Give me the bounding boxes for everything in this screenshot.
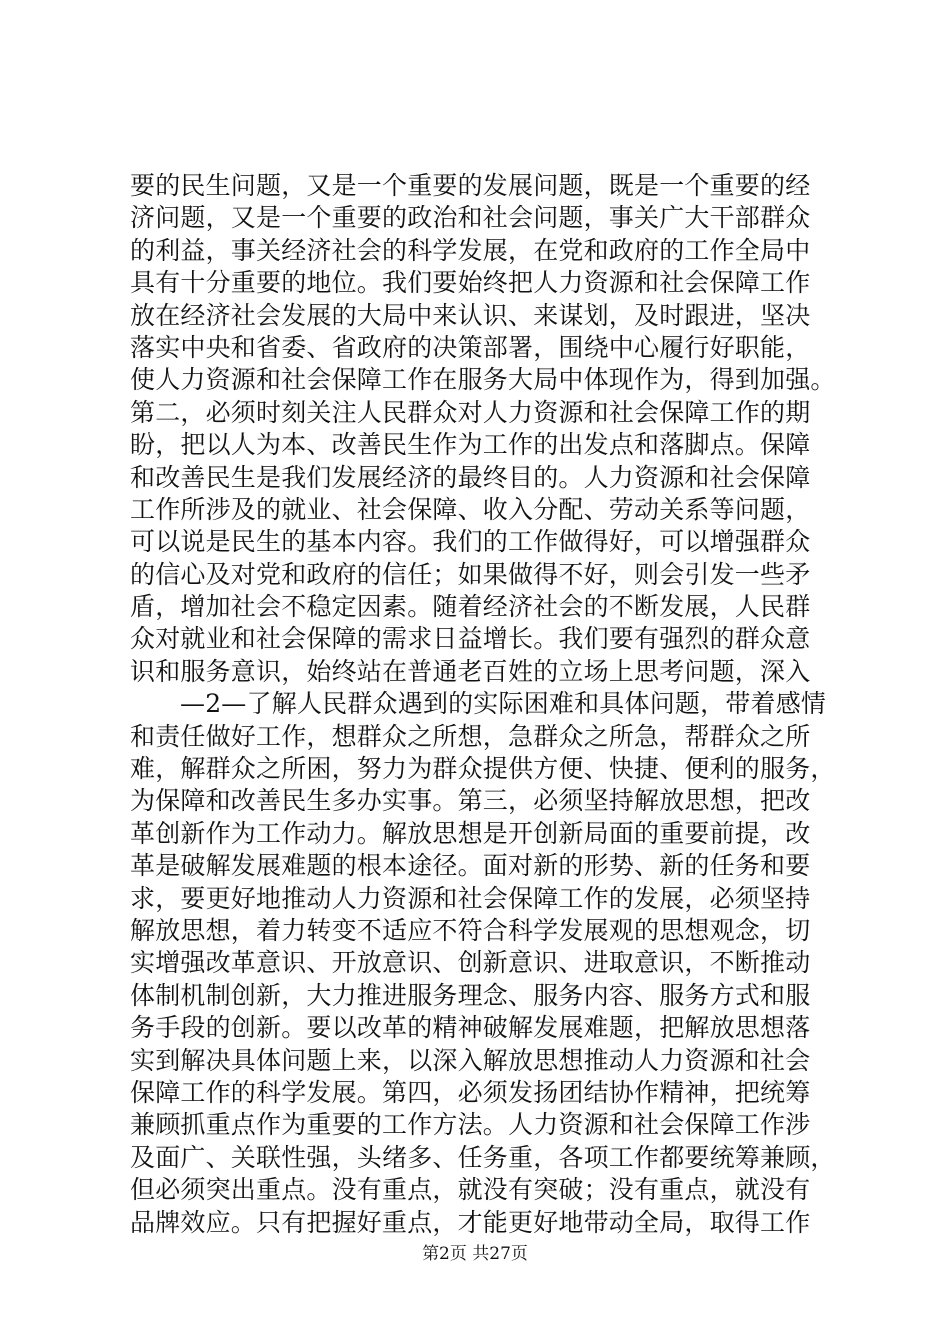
text-line: 落实中央和省委、省政府的决策部署，围绕中心履行好职能， [130,332,811,362]
text-line: 识和服务意识，始终站在普通老百姓的立场上思考问题，深入 [130,656,811,686]
text-line: 具有十分重要的地位。我们要始终把人力资源和社会保障工作 [130,268,811,298]
text-line: 盼，把以人为本、改善民生作为工作的出发点和落脚点。保障 [130,430,811,460]
text-line: 要的民生问题，又是一个重要的发展问题，既是一个重要的经 [130,171,811,200]
text-line: 的信心及对党和政府的信任；如果做得不好，则会引发一些矛 [130,559,811,589]
text-line: 实到解决具体问题上来，以深入解放思想推动人力资源和社会 [130,1045,811,1075]
text-line: 务手段的创新。要以改革的精神破解发展难题，把解放思想落 [130,1013,811,1043]
text-line: 的利益，事关经济社会的科学发展，在党和政府的工作全局中 [130,235,811,265]
body-text [130,170,850,1239]
text-line: 品牌效应。只有把握好重点，才能更好地带动全局，取得工作 [130,1207,811,1237]
text-line: 但必须突出重点。没有重点，就没有突破；没有重点，就没有 [130,1175,811,1205]
text-line: 体制机制创新，大力推进服务理念、服务内容、服务方式和服 [130,980,811,1010]
text-line: 实增强改革意识、开放意识、创新意识、进取意识，不断推动 [130,948,811,978]
text-line: 第二，必须时刻关注人民群众对人力资源和社会保障工作的期 [130,397,811,427]
text-line: 众对就业和社会保障的需求日益增长。我们要有强烈的群众意 [130,624,811,654]
text-line: 使人力资源和社会保障工作在服务大局中体现作为，得到加强。 [130,365,836,395]
text-line: 求，要更好地推动人力资源和社会保障工作的发展，必须坚持 [130,883,811,913]
text-line: —2—了解人民群众遇到的实际困难和具体问题，带着感情 [180,689,827,719]
text-line: 和责任做好工作，想群众之所想，急群众之所急，帮群众之所 [130,721,811,751]
text-line: 及面广、关联性强，头绪多、任务重，各项工作都要统筹兼顾， [130,1142,836,1172]
text-line: 兼顾抓重点作为重要的工作方法。人力资源和社会保障工作涉 [130,1110,811,1140]
text-line: 革创新作为工作动力。解放思想是开创新局面的重要前提，改 [130,818,811,848]
text-line: 放在经济社会发展的大局中来认识、来谋划，及时跟进，坚决 [130,300,811,330]
text-line: 和改善民生是我们发展经济的最终目的。人力资源和社会保障 [130,462,811,492]
text-line: 解放思想，着力转变不适应不符合科学发展观的思想观念，切 [130,915,811,945]
text-line: 工作所涉及的就业、社会保障、收入分配、劳动关系等问题， [130,494,811,524]
text-line: 难，解群众之所困，努力为群众提供方便、快捷、便利的服务， [130,754,836,784]
text-line: 为保障和改善民生多办实事。第三，必须坚持解放思想，把改 [130,786,811,816]
page-footer: 第2页 共27页 [422,1244,528,1264]
text-line: 革是破解发展难题的根本途径。面对新的形势、新的任务和要 [130,851,811,881]
text-line: 可以说是民生的基本内容。我们的工作做得好，可以增强群众 [130,527,811,557]
text-line: 保障工作的科学发展。第四，必须发扬团结协作精神，把统筹 [130,1077,811,1107]
text-line: 盾，增加社会不稳定因素。随着经济社会的不断发展，人民群 [130,592,811,622]
text-line: 济问题，又是一个重要的政治和社会问题，事关广大干部群众 [130,203,811,233]
